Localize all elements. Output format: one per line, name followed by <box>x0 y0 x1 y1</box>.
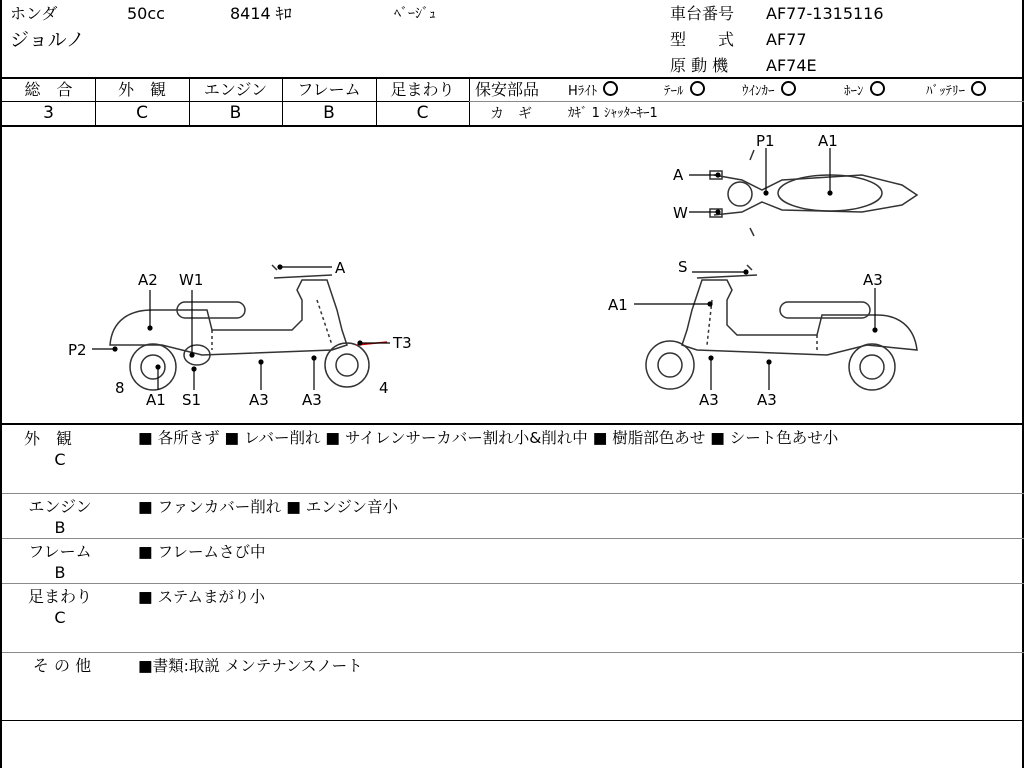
section-frame-text: ■ フレームさび中 <box>138 543 266 561</box>
section-exterior-text: ■ 各所きず ■ レバー削れ ■ サイレンサーカバー割れ小&削れ中 ■ 樹脂部色あせ ■ シート色あせ小 <box>138 429 839 447</box>
label-A1: A1 <box>608 296 628 314</box>
engine-model-label: 原 動 機 <box>670 56 729 75</box>
ok-mark-icon <box>603 81 618 96</box>
grade-engine-value: B <box>229 103 242 123</box>
grade-engine-label: エンジン <box>203 80 268 99</box>
key-value: ｶｷﾞ 1 ｼｬｯﾀｰｷｰ1 <box>568 106 658 121</box>
grade-exterior-value: C <box>136 103 148 123</box>
label-S: S <box>678 258 688 276</box>
label-S1: S1 <box>182 391 202 409</box>
grade-exterior-label: 外 観 <box>117 80 166 99</box>
divider <box>2 583 1024 584</box>
section-exterior-grade: C <box>54 450 66 469</box>
ok-mark-icon <box>690 81 705 96</box>
label-A3: A3 <box>249 391 269 409</box>
label-A3: A3 <box>302 391 322 409</box>
grade-suspension-value: C <box>416 103 429 123</box>
label-A: A <box>335 259 346 277</box>
scooter-top-view-icon <box>710 150 917 236</box>
safety-item-winker: ｳｲﾝｶｰ <box>742 81 796 102</box>
safety-parts-title: 保安部品 <box>475 80 540 99</box>
section-suspension-text: ■ ステムまがり小 <box>138 588 265 606</box>
label-W: W <box>673 204 688 222</box>
engine-model-value: AF74E <box>766 56 817 75</box>
section-exterior-title: 外 観 <box>23 429 72 448</box>
maker: ホンダ <box>10 4 58 23</box>
label-A1: A1 <box>146 391 166 409</box>
section-other-title: そ の 他 <box>32 656 92 675</box>
section-engine-title: エンジン <box>28 497 92 516</box>
type-label: 型 式 <box>670 30 735 49</box>
section-other-text: ■書類:取説 メンテナンスノート <box>138 657 363 675</box>
type-value: AF77 <box>766 30 807 49</box>
section-engine-grade: B <box>54 518 66 537</box>
divider <box>2 538 1024 539</box>
divider <box>2 77 1024 79</box>
safety-item-horn: ﾎｰﾝ <box>844 81 885 102</box>
grade-suspension-label: 足まわり <box>390 80 455 99</box>
divider <box>2 101 469 102</box>
label-W1: W1 <box>179 271 204 289</box>
safety-item-headlight: Hﾗｲﾄ <box>568 81 618 102</box>
label-P1: P1 <box>756 132 775 150</box>
label-A1: A1 <box>818 132 838 150</box>
section-frame-title: フレーム <box>28 542 92 561</box>
ok-mark-icon <box>971 81 986 96</box>
section-suspension-grade: C <box>54 608 66 627</box>
label-A2: A2 <box>138 271 158 289</box>
label-A3: A3 <box>757 391 777 409</box>
model-name: ジョルノ <box>10 29 85 51</box>
displacement: 50cc <box>127 4 165 23</box>
grade-total-label: 総 合 <box>24 80 73 99</box>
grade-frame-value: B <box>323 103 335 123</box>
ok-mark-icon <box>870 81 885 96</box>
key-label: カ ギ <box>490 106 532 122</box>
safety-item-taillight: ﾃｰﾙ <box>664 81 705 102</box>
ok-mark-icon <box>781 81 796 96</box>
label-T3: T3 <box>393 334 412 352</box>
grade-frame-label: フレーム <box>297 80 361 99</box>
damage-diagram <box>2 126 1024 424</box>
divider <box>2 423 1024 425</box>
label-4: 4 <box>379 379 389 397</box>
label-A3: A3 <box>863 271 883 289</box>
section-engine-text: ■ ファンカバー削れ ■ エンジン音小 <box>138 498 398 516</box>
section-frame-grade: B <box>54 563 66 582</box>
divider <box>2 720 1024 721</box>
mileage: 8414 ｷﾛ <box>230 4 292 23</box>
frame-number: AF77-1315116 <box>766 4 884 23</box>
label-8: 8 <box>115 379 125 397</box>
body-color: ﾍﾞｰｼﾞｭ <box>394 6 436 22</box>
grade-total-value: 3 <box>43 103 54 123</box>
divider <box>2 652 1024 653</box>
safety-item-battery: ﾊﾞｯﾃﾘｰ <box>926 81 986 102</box>
divider <box>2 493 1024 494</box>
label-A: A <box>673 166 684 184</box>
label-P2: P2 <box>68 341 87 359</box>
section-suspension-title: 足まわり <box>27 587 92 606</box>
label-A3: A3 <box>699 391 719 409</box>
frame-number-label: 車台番号 <box>670 4 735 23</box>
